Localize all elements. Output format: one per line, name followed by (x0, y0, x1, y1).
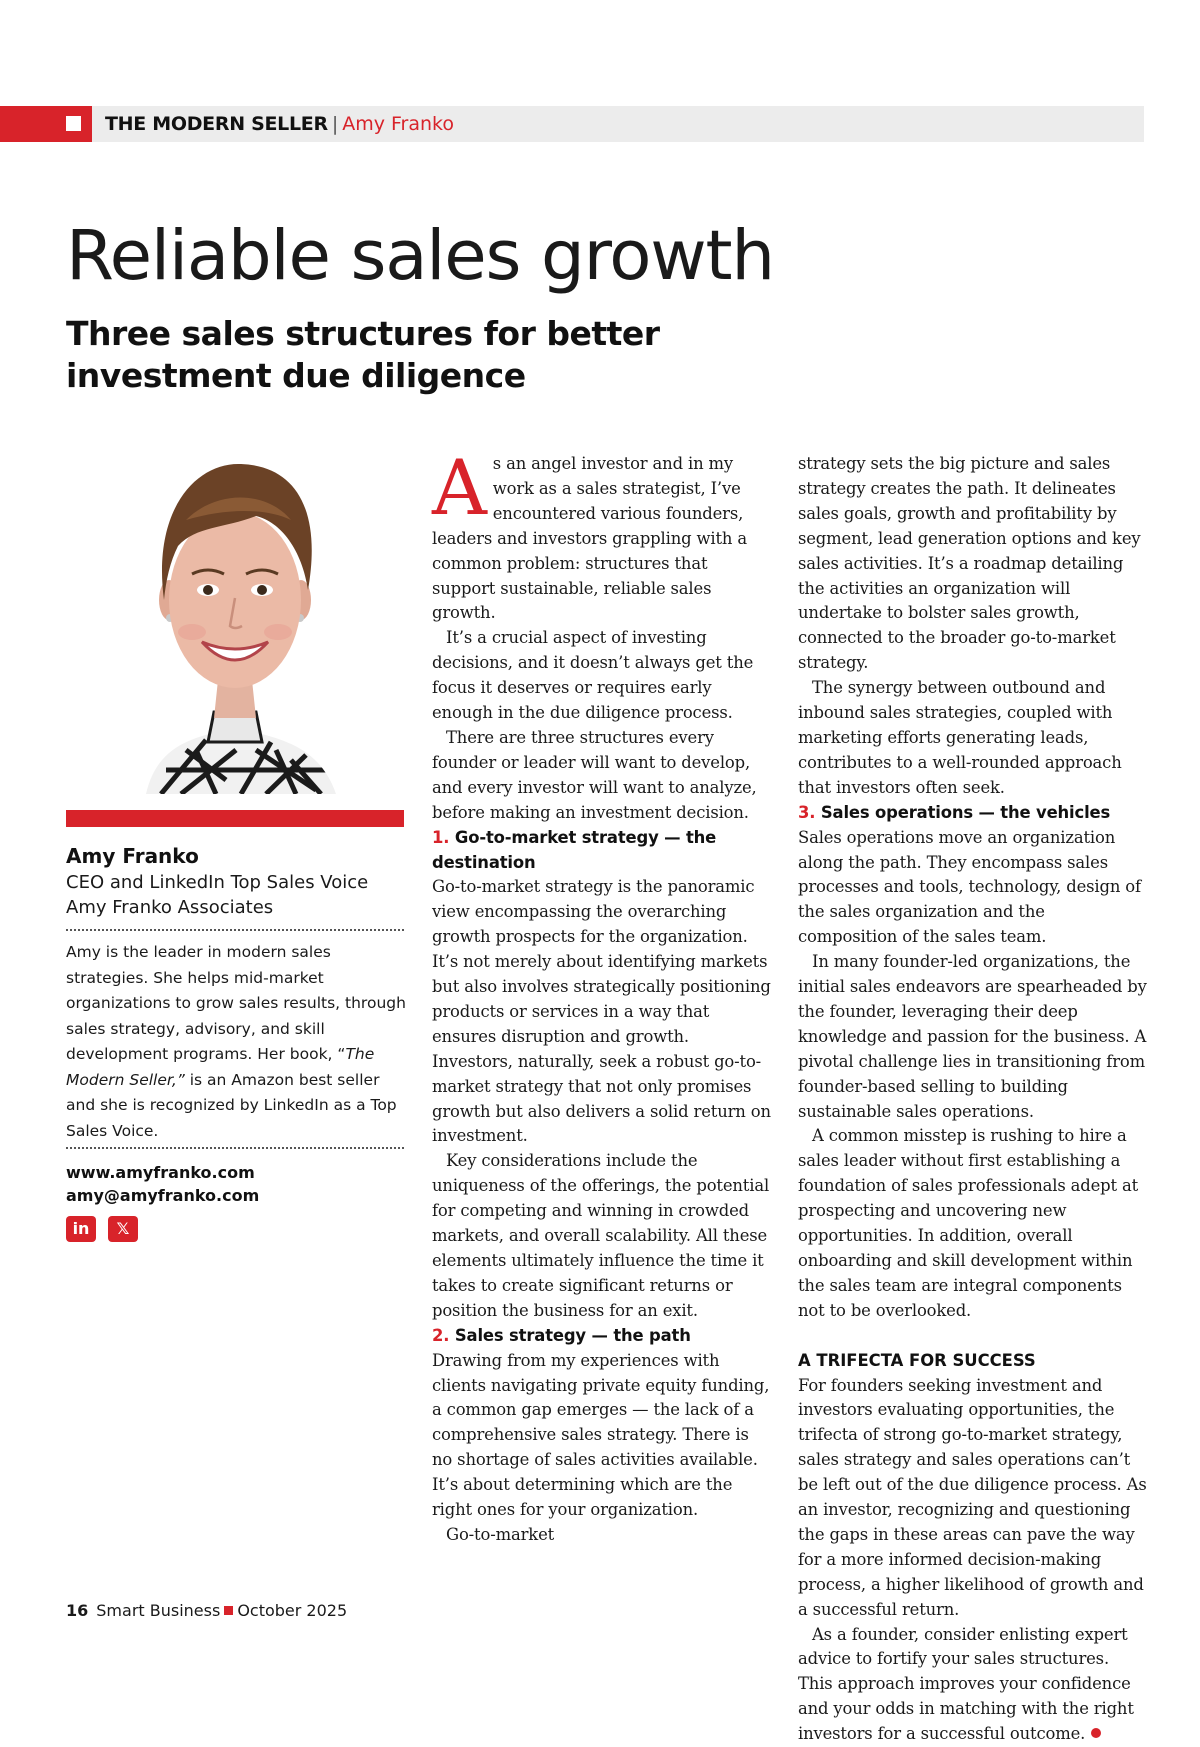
paragraph: Sales operations move an organization along the path. They encompass sales processes and tools, technology, design of the sales organization and the composition of the sales team. (798, 827, 1141, 947)
paragraph: It’s a crucial aspect of investing decisions, and it doesn’t always get the focus it deserves or requires early enough in the due diligence process. (432, 628, 754, 723)
subheading-number: 2. (432, 1325, 450, 1345)
paragraph: For founders seeking investment and investors evaluating opportunities, the trifecta of strong go-to-market strategy, sales strategy and sales operations can’t be left out of the due diligence process. As an investor, recognizing and questioning the gaps in these areas can pave the way for a more informed decision-making process, a higher likelihood of growth and a successful return. (798, 1375, 1147, 1619)
subheading-text: Sales operations — the vehicles (815, 802, 1111, 822)
subheading-go-to-market (432, 826, 772, 876)
drop-cap: A (432, 443, 487, 532)
section-header (105, 110, 454, 138)
article-title: Reliable sales growth (66, 216, 774, 296)
paragraph-text: s an angel investor and in my work as a sales strategist, I’ve encountered various founders, leaders and investors grappling with a common problem: structures that support sustainable, reliable sales growth. (432, 454, 747, 623)
article-subtitle: Three sales structures for better investment due diligence (66, 314, 660, 395)
bio-company: Amy Franko Associates (66, 897, 274, 918)
footer-square-icon (224, 1606, 233, 1615)
bio-description (66, 940, 406, 1144)
header-author: Amy Franko (342, 113, 455, 135)
article-column-1 (432, 443, 772, 1548)
paragraph: A common misstep is rushing to hire a sales leader without first establishing a foundation of sales professionals adept at prospecting and uncovering new opportunities. In addition, overall onboarding and skill development within the sales team are integral components not to be overlooked. (798, 1126, 1139, 1320)
subheading-sales-operations (798, 801, 1148, 826)
paragraph: Drawing from my experiences with clients navigating private equity funding, a common gap emerges — the lack of a comprehensive sales strategy. There is no shortage of sales activities available. It’s about determining which are the right ones for your organization. (432, 1350, 770, 1520)
subheading-text: Sales strategy — the path (449, 1325, 691, 1345)
bio-book-title: The Modern Seller,” (66, 1045, 375, 1089)
bio-desc-text: Amy is the leader in modern sales strategies. She helps mid-market organizations to grow sales results, through sales strategy, advisory, and skill development programs. Her book, “ (66, 943, 406, 1063)
subheading-number: 3. (798, 802, 816, 822)
section-heading: A TRIFECTA FOR SUCCESS (798, 1350, 1036, 1370)
bio-divider-top (66, 929, 404, 931)
bio-title: CEO and LinkedIn Top Sales Voice (66, 872, 369, 893)
paragraph-text: As a founder, consider enlisting expert advice to fortify your sales structures. This approach improves your confidence and your odds in matching with the right investors for a successful outcome. (798, 1624, 1134, 1744)
end-mark-icon (1091, 1728, 1101, 1738)
subheading-sales-strategy (432, 1324, 772, 1349)
paragraph (798, 1623, 1148, 1747)
issue-date: October 2025 (237, 1601, 348, 1620)
bio-accent-bar (66, 810, 404, 827)
paragraph: The synergy between outbound and inbound sales strategies, coupled with marketing efforts generating leads, contributes to a well-rounded approach that investors often seek. (798, 678, 1122, 797)
subheading-number: 1. (432, 827, 450, 847)
portrait-illustration (66, 450, 404, 794)
subheading-text: Go-to-market strategy — the destination (432, 827, 717, 872)
paragraph-continued: strategy sets the big picture and sales strategy creates the path. It delineates sales goals, growth and profitability by segment, lead generation options and key sales activities. It’s a roadmap detailing the activities an organization will undertake to bolster sales growth, connected to the broader go-to-market strategy. (798, 454, 1141, 673)
section-name: THE MODERN SELLER (105, 113, 328, 135)
author-portrait (66, 450, 404, 794)
header-separator: | (331, 113, 339, 135)
paragraph (432, 443, 772, 626)
header-square-icon (66, 116, 81, 131)
website-link[interactable]: www.amyfranko.com (66, 1163, 255, 1182)
paragraph: There are three structures every founder or leader will want to develop, and every investor will want to analyze, before making an investment decision. (432, 727, 757, 822)
publication-name: Smart Business (96, 1601, 221, 1620)
bio-desc-text-end: is an Amazon best seller and she is recognized by LinkedIn as a Top Sales Voice. (66, 1070, 397, 1140)
paragraph: Go-to-market strategy is the panoramic view encompassing the overarching growth prospects for the organization. It’s not merely about identifying markets but also involves strategically positioning products or services in a way that ensures disruption and growth. Investors, naturally, seek a robust go-to-market strategy that not only promises growth but also delivers a solid return on investment. (432, 877, 771, 1146)
paragraph: Key considerations include the uniqueness of the offerings, the potential for competing and winning in crowded markets, and overall scalability. All these elements ultimately influence the time it takes to create significant returns or position the business for an exit. (432, 1151, 770, 1320)
email-link[interactable]: amy@amyfranko.com (66, 1186, 260, 1205)
page-footer (66, 1600, 347, 1622)
bio-divider-bottom (66, 1147, 404, 1149)
article-column-2 (798, 452, 1148, 1747)
bio-name: Amy Franko (66, 844, 199, 868)
page-number: 16 (66, 1601, 89, 1620)
linkedin-icon[interactable]: in (66, 1216, 96, 1242)
x-icon[interactable]: 𝕏 (108, 1216, 138, 1242)
paragraph: In many founder-led organizations, the initial sales endeavors are spearheaded by the founder, leveraging their deep knowledge and passion for the business. A pivotal challenge lies in transitioning from founder-based selling to building sustainable sales operations. (798, 952, 1147, 1121)
paragraph: Go-to-market (446, 1524, 555, 1544)
